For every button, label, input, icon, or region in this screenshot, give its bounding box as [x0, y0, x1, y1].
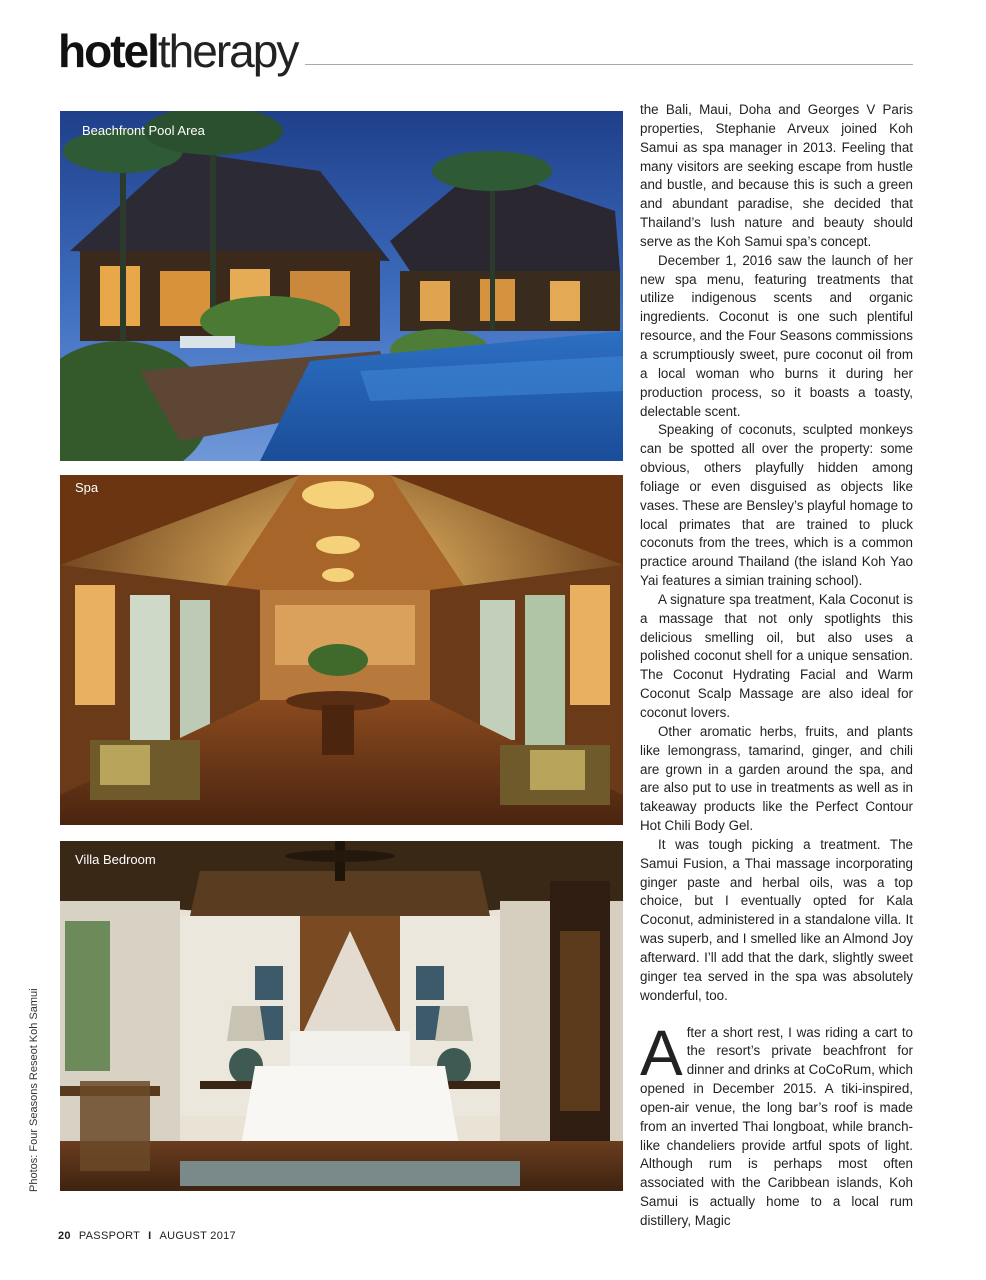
drop-cap: A: [640, 1016, 683, 1089]
photo-caption-spa: Spa: [75, 480, 99, 495]
article-paragraph-dropcap: [640, 1016, 913, 1231]
page-number: 20: [58, 1230, 71, 1242]
article-paragraph: It was tough picking a treatment. The Samui Fusion, a Thai massage incorporating ginger paste and herbal oils, was a top choice, but I eventually opted for Kala Coconut, administered in a standalone villa. It was superb, and I smelled like an Almond Joy afterward. I’ll add that the dark, slightly sweet ginger tea served in the spa was absolutely wonderful, too.: [640, 836, 913, 1003]
article-paragraph: the Bali, Maui, Doha and Georges V Paris properties, Stephanie Arveux joined Koh Samui as spa manager in 2013. Feeling that many visitors are seeking escape from hustle and bustle, and because this is such a green and abundant paradise, she decided that Thailand’s lush nature and beauty should serve as the Koh Samui spa’s concept.: [640, 102, 913, 249]
dropcap-paragraph-text: fter a short rest, I was riding a cart to the resort’s private beachfront for dinner and drinks at CoCoRum, which opened in December 2015. A tiki-inspired, open-air venue, the long bar’s roof is made from an inverted Thai longboat, while branch-like chandeliers provide artful spots of light. Although rum is perhaps most often associated with the Caribbean islands, Koh Samui is actually home to a local rum distillery, Magic: [640, 1024, 913, 1228]
article-paragraph: December 1, 2016 saw the launch of her new spa menu, featuring treatments that utilize indigenous scents and organic ingredients. Coconut is one such plentiful resource, and the Four Seasons commissions a scrumptiously sweet, pure coconut oil from a local woman who burns it during her production process, so it boasts a toasty, delectable scent.: [640, 252, 913, 419]
header-title-light: therapy: [157, 25, 298, 77]
photo-beachfront-pool: [60, 111, 623, 461]
article-paragraph: Speaking of coconuts, sculpted monkeys can be spotted all over the property: some obvious, others playfully hidden among foliage or even disguised as objects like vases. These are Bensley’s playful homage to local primates that are trained to pluck coconuts from the trees, which is a common practice around Thailand (the island Koh Yao Yai features a simian training school).: [640, 422, 913, 589]
photo-caption-pool: Beachfront Pool Area: [82, 123, 205, 138]
bedroom-image: [60, 841, 623, 1191]
photo-caption-bedroom: Villa Bedroom: [75, 852, 156, 867]
magazine-name: PASSPORT: [78, 1230, 141, 1242]
header-rule: [305, 64, 913, 65]
pool-image: [60, 111, 623, 461]
photo-credit: Photos: Four Seasons Reseot Koh Samui: [28, 988, 40, 1192]
issue-date: AUGUST 2017: [159, 1230, 236, 1242]
article-paragraph: A signature spa treatment, Kala Coconut is a massage that not only spotlights this delicious smelling oil, but also uses a polished coconut shell for a unique sensation. The Coconut Hydrating Facial and Warm Coconut Scalp Massage are also ideal for coconut lovers.: [640, 591, 913, 720]
photo-villa-bedroom: [60, 841, 623, 1191]
page-header: [58, 22, 298, 77]
footer-separator: I: [148, 1230, 152, 1242]
header-title-bold: hotel: [58, 25, 158, 77]
spa-image: [60, 475, 623, 825]
photo-spa: [60, 475, 623, 825]
article-paragraph: Other aromatic herbs, fruits, and plants like lemongrass, tamarind, ginger, and chili are grown in a garden around the spa, and are also put to use in treatments as well as in takeaway products like the Perfect Contour Hot Chili Body Gel.: [640, 723, 913, 834]
page-footer: [58, 1230, 236, 1242]
article-column: [640, 101, 913, 1231]
